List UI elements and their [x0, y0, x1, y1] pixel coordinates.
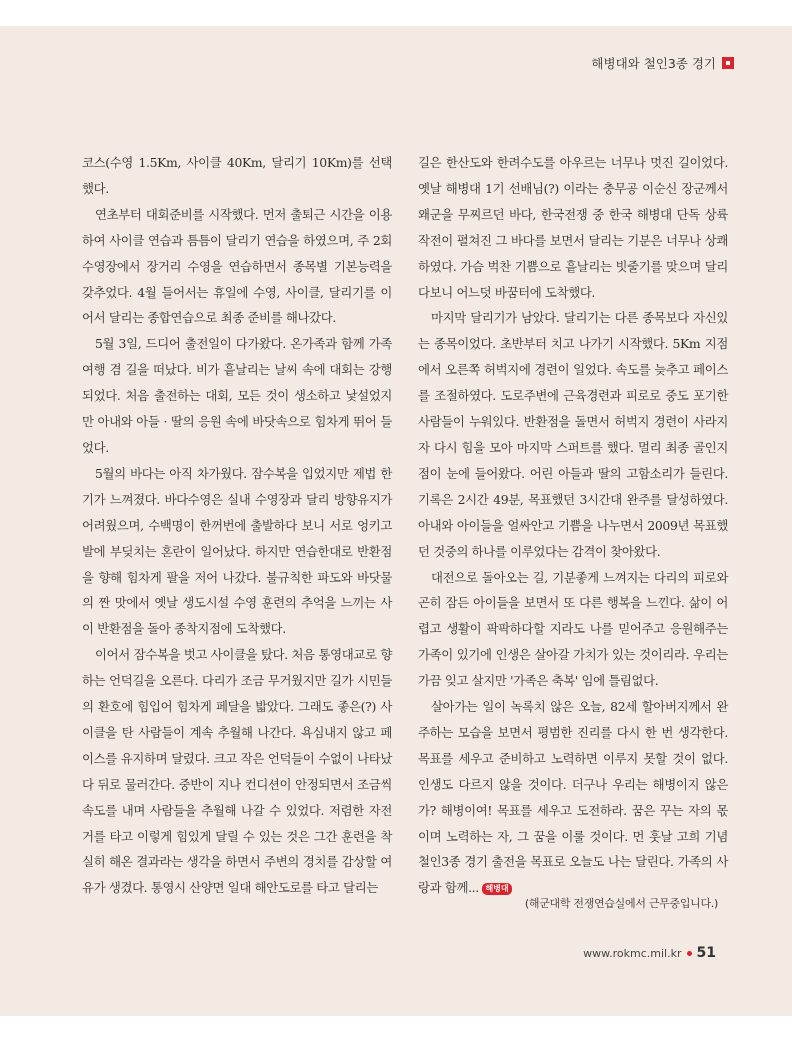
paragraph: 5월 3일, 드디어 출전일이 다가왔다. 온가족과 함께 가족여행 겸 길을 떠났다. 비가 흩날리는 날씨 속에 대회는 강행되었다. 처음 출전하는 대회, 모든 것이 생소하고 낯설었지만 아내와 아들 · 딸의 응원 속에 바닷속으로 힘차게 뛰어 들었다.: [82, 336, 392, 455]
paragraph: 마지막 달리기가 남았다. 달리기는 다른 종목보다 자신있는 종목이었다. 초반부터 치고 나가기 시작했다. 5Km 지점에서 오른쪽 허벅지에 경련이 일었다. 속도를 늦추고 페이스를 조절하였다. 도로주변에 근육경련과 피로로 중도 포기한 사람들이 누워있다. 반환점을 돌면서 허벅지 경련이 사라지자 다시 힘을 모아 마지막 스퍼트를 했다. 멀리 최종 골인지점이 눈에 들어왔다. 어린 아들과 딸의 고함소리가 들린다. 기록은 2시간 49분, 목표했던 3시간대 완주를 달성하였다. 아내와 아이들을 얼싸안고 기쁨을 나누면서 2009년 목표했던 것중의 하나를 이루었다는 감격이 찾아왔다.: [418, 310, 728, 559]
marine-corps-badge: 해병대: [482, 883, 511, 895]
bullet-dot-icon: [687, 951, 692, 956]
paragraph: 이어서 잠수복을 벗고 사이클을 탔다. 처음 통영대교로 향하는 언덕길을 오른다. 다리가 조금 무거웠지만 길가 시민들의 환호에 힘입어 힘차게 페달을 밟았다. 그래도 좋은(?) 사이클을 탄 사람들이 계속 추월해 나간다. 욕심내지 않고 페이스를 유지하며 달렸다. 크고 작은 언덕들이 수없이 나타났다 뒤로 물러간다. 중반이 지나 컨디션이 안정되면서 조금씩 속도를 내며 사람들을 추월해 나갈 수 있었다. 저렴한 자전거를 타고 이렇게 힘있게 달릴 수 있는 것은 그간 훈련을 착실히 해온 결과라는 생각을 하면서 주변의 경치를 감상할 여유가 생겼다. 통영시 산양면 일대 해안도로를 타고 달리는: [82, 647, 392, 896]
paragraph: 대전으로 돌아오는 길, 기분좋게 느껴지는 다리의 피로와 곤히 잠든 아이들을 보면서 또 다른 행복을 느낀다. 삶이 어렵고 생활이 팍팍하다할 지라도 나를 믿어주고 응원해주는 가족이 있기에 인생은 살아갈 가치가 있는 것이리라. 우리는 가끔 잊고 살지만 '가족은 축복' 임에 틀림없다.: [418, 569, 728, 689]
right-column: [418, 150, 728, 901]
magazine-page: [0, 26, 792, 1016]
page-number: 51: [696, 945, 716, 961]
footer-url: www.rokmc.mil.kr: [583, 946, 682, 960]
section-header: [591, 54, 734, 72]
paragraph: 코스(수영 1.5Km, 사이클 40Km, 달리기 10Km)를 선택했다.: [82, 155, 392, 196]
page-footer: [583, 945, 716, 961]
section-title: 해병대와 철인3종 경기: [591, 56, 716, 71]
red-square-icon: [722, 57, 734, 69]
final-paragraph: [418, 694, 728, 901]
author-byline: (해군대학 전쟁연습실에서 근무중입니다.): [524, 897, 718, 910]
paragraph: 5월의 바다는 아직 차가웠다. 잠수복을 입었지만 제법 한기가 느껴졌다. 바다수영은 실내 수영장과 달리 방향유지가 어려웠으며, 수백명이 한꺼번에 출발하다 보니 서로 엉키고 발에 부딪치는 혼란이 일어났다. 하지만 연습한대로 반환점을 향해 힘차게 팔을 저어 나갔다. 불규칙한 파도와 바닷물의 짠 맛에서 옛날 생도시설 수영 훈련의 추억을 느끼는 사이 반환점을 돌아 종착지점에 도착했다.: [82, 465, 392, 637]
paragraph: 길은 한산도와 한려수도를 아우르는 너무나 멋진 길이었다. 옛날 해병대 1기 선배님(?) 이라는 충무공 이순신 장군께서 왜군을 무찌르던 바다, 한국전쟁 중 한국 해병대 단독 상륙작전이 펼쳐진 그 바다를 보면서 달리는 기분은 너무나 상쾌하였다. 가슴 벅찬 기쁨으로 흩날리는 빗줄기를 맞으며 달리다보니 어느덧 바꿈터에 도착했다.: [418, 155, 728, 300]
paragraph: 연초부터 대회준비를 시작했다. 먼저 출퇴근 시간을 이용하여 사이클 연습과 틈틈이 달리기 연습을 하였으며, 주 2회 수영장에서 장거리 수영을 연습하면서 종목별 기본능력을 갖추었다. 4월 들어서는 휴일에 수영, 사이클, 달리기를 이어서 달리는 종합연습으로 최종 준비를 해나갔다.: [82, 206, 392, 326]
left-column: [82, 150, 392, 901]
paragraph-text: 살아가는 일이 녹록치 않은 오늘, 82세 할아버지께서 완주하는 모습을 보면서 평범한 진리를 다시 한 번 생각한다. 목표를 세우고 준비하고 노력하면 이루지 못할 것이 없다. 인생도 다르지 않을 것이다. 더구나 우리는 해병이지 않은가? 해병이여! 목표를 세우고 도전하라. 꿈은 꾸는 자의 몫이며 노력하는 자, 그 꿈을 이룰 것이다. 먼 훗날 고희 기념 철인3종 경기 출전을 목표로 오늘도 나는 달린다. 가족의 사랑과 함께...: [418, 699, 728, 896]
